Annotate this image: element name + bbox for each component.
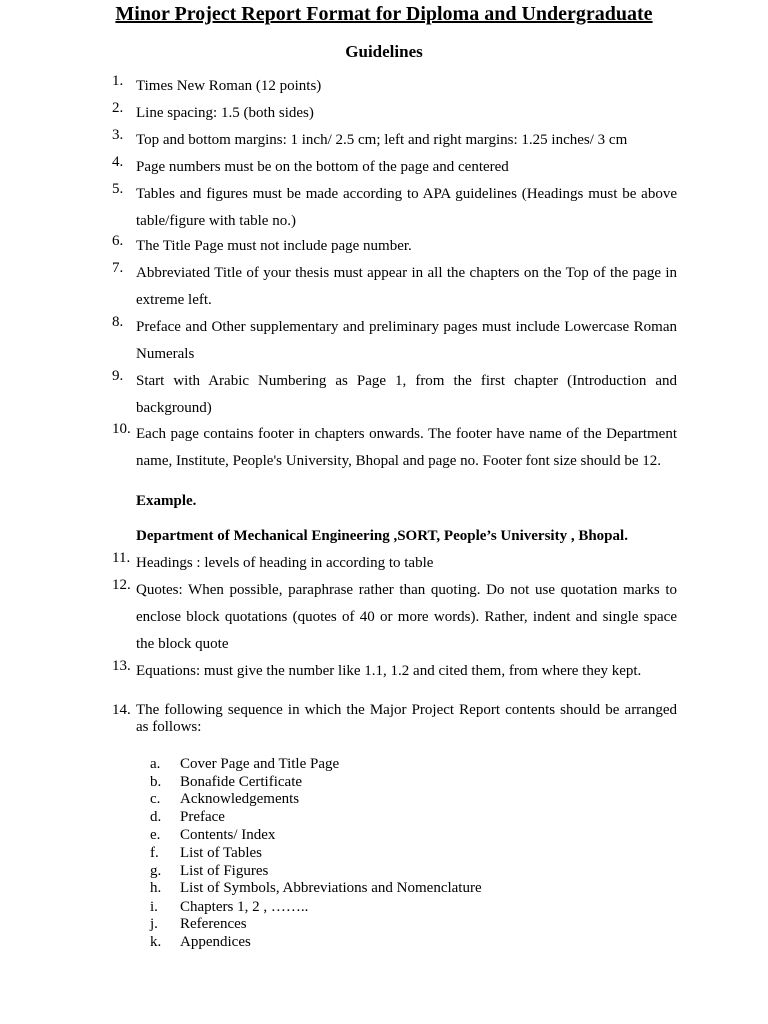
item-number: 2. <box>112 100 124 116</box>
sequence-letter: i. <box>150 899 158 915</box>
sequence-item-g <box>150 862 550 880</box>
item-text: Top and bottom margins: 1 inch/ 2.5 cm; left and right margins: 1.25 inches/ 3 cm <box>136 132 628 148</box>
item-number: 1. <box>112 73 124 89</box>
sequence-item-h <box>150 879 550 897</box>
sequence-letter: h. <box>150 880 162 896</box>
sequence-text: List of Tables <box>180 845 262 861</box>
guideline-item-2 <box>112 100 677 127</box>
document-title <box>0 1 768 27</box>
sequence-text: List of Figures <box>180 863 269 879</box>
sequence-text: Bonafide Certificate <box>180 774 303 790</box>
item-text: Tables and figures must be made according to APA guidelines (Headings must be above table/figure with table no.) <box>136 186 677 229</box>
item-number: 8. <box>112 314 124 330</box>
item-text: Abbreviated Title of your thesis must appear in all the chapters on the Top of the page in extreme left. <box>136 265 677 308</box>
example-label: Example. <box>136 493 197 509</box>
sequence-item-c <box>150 790 550 808</box>
sequence-item-j <box>150 915 550 933</box>
item-text: Start with Arabic Numbering as Page 1, from the first chapter (Introduction and background) <box>136 373 677 416</box>
item-number: 11. <box>112 550 131 566</box>
sequence-text: Appendices <box>180 934 251 950</box>
guideline-item-8 <box>112 314 677 368</box>
guideline-item-6 <box>112 233 677 260</box>
sequence-item-i <box>150 898 550 916</box>
guideline-item-9 <box>112 368 677 422</box>
sequence-letter: g. <box>150 863 162 879</box>
item-text: Equations: must give the number like 1.1, 1.2 and cited them, from where they kept. <box>136 663 642 679</box>
guideline-item-12 <box>112 577 677 658</box>
item-text: Page numbers must be on the bottom of the page and centered <box>136 159 509 175</box>
sequence-letter: d. <box>150 809 162 825</box>
sequence-letter: e. <box>150 827 161 843</box>
guideline-item-10 <box>112 421 677 475</box>
item-number: 5. <box>112 181 124 197</box>
example-footer-text: Department of Mechanical Engineering ,SORT, People’s University , Bhopal. <box>136 528 628 544</box>
sequence-text: References <box>180 916 247 932</box>
sequence-letter: k. <box>150 934 162 950</box>
guideline-item-1 <box>112 73 677 100</box>
sequence-text: Cover Page and Title Page <box>180 756 340 772</box>
item-text: Times New Roman (12 points) <box>136 78 322 94</box>
guideline-item-13 <box>112 658 677 685</box>
guideline-item-7 <box>112 260 677 314</box>
item-number: 12. <box>112 577 131 593</box>
item-number: 9. <box>112 368 124 384</box>
guideline-item-11 <box>112 550 677 577</box>
item-number: 10. <box>112 421 131 437</box>
guideline-item-5 <box>112 181 677 235</box>
sequence-letter: a. <box>150 756 161 772</box>
guideline-item-14 <box>112 702 677 736</box>
sequence-letter: b. <box>150 774 162 790</box>
sequence-letter: f. <box>150 845 159 861</box>
item-number: 6. <box>112 233 124 249</box>
item-text: The following sequence in which the Major Project Report contents should be arranged as follows: <box>136 702 677 735</box>
sequence-letter: j. <box>150 916 158 932</box>
item-text: Each page contains footer in chapters onwards. The footer have name of the Department name, Institute, People's University, Bhopal and page no. Footer font size should be 12. <box>136 426 677 469</box>
section-heading-guidelines: Guidelines <box>345 42 423 61</box>
item-number: 14. <box>112 702 131 718</box>
document-title-text: Minor Project Report Format for Diploma and Undergraduate <box>115 3 653 25</box>
sequence-item-f <box>150 844 550 862</box>
sequence-item-e <box>150 826 550 844</box>
guideline-item-4 <box>112 154 677 181</box>
item-text: Headings : levels of heading in according to table <box>136 555 434 571</box>
sequence-text: Contents/ Index <box>180 827 276 843</box>
sequence-text: Acknowledgements <box>180 791 300 807</box>
sequence-item-k <box>150 933 550 951</box>
sequence-item-b <box>150 773 550 791</box>
sequence-text: Preface <box>180 809 225 825</box>
sequence-text: List of Symbols, Abbreviations and Nomenclature <box>180 880 482 896</box>
item-number: 13. <box>112 658 131 674</box>
sequence-item-d <box>150 808 550 826</box>
item-number: 7. <box>112 260 124 276</box>
item-number: 3. <box>112 127 124 143</box>
sequence-item-a <box>150 755 550 773</box>
sequence-letter: c. <box>150 791 161 807</box>
item-text: Line spacing: 1.5 (both sides) <box>136 105 314 121</box>
item-text: Preface and Other supplementary and preliminary pages must include Lowercase Roman Numerals <box>136 319 677 362</box>
guideline-item-3 <box>112 127 677 154</box>
item-text: The Title Page must not include page number. <box>136 238 412 254</box>
sequence-text: Chapters 1, 2 , …….. <box>180 899 309 915</box>
item-number: 4. <box>112 154 124 170</box>
item-text: Quotes: When possible, paraphrase rather than quoting. Do not use quotation marks to enclose block quotations (quotes of 40 or more words). Rather, indent and single space the block quote <box>136 582 677 652</box>
